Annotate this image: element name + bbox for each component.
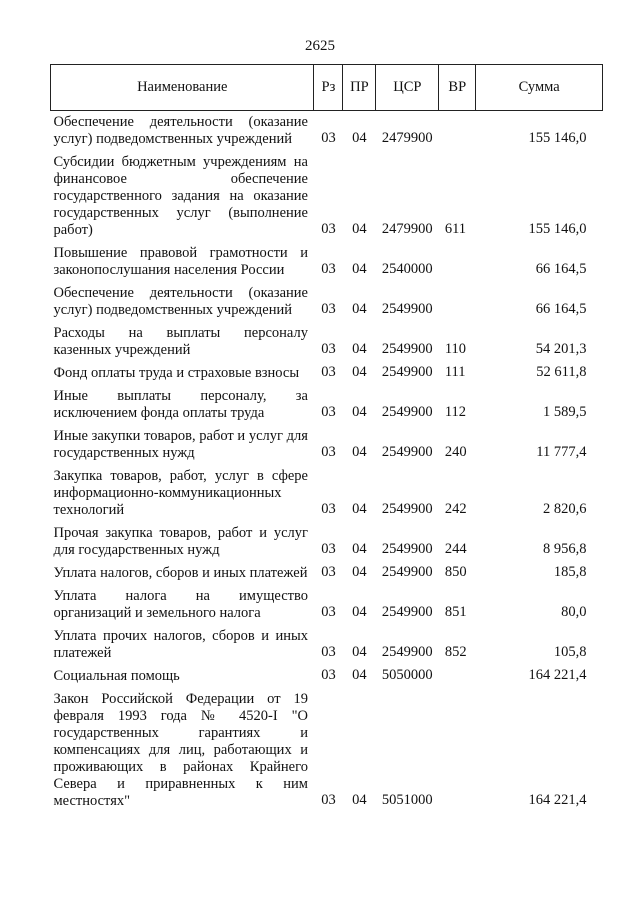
cell-name: Повышение правовой грамотности и законопослушания населения России (53, 245, 308, 278)
cell-rz: 03 (321, 604, 336, 620)
cell-pr: 04 (352, 644, 367, 660)
cell-name: Фонд оплаты труда и страховые взносы (53, 365, 300, 381)
cell-sum: 52 611,8 (536, 364, 587, 380)
cell-sum: 66 164,5 (535, 261, 587, 277)
cell-vr: 244 (444, 541, 467, 557)
cell-csr: 2549900 (381, 341, 433, 357)
cell-pr: 04 (352, 541, 367, 557)
cell-name: Прочая закупка товаров, работ и услуг для государственных нужд (53, 525, 308, 558)
header-csr: ЦСР (376, 65, 439, 111)
table-row (51, 465, 603, 522)
cell-rz: 03 (321, 564, 336, 580)
cell-rz: 03 (321, 341, 336, 357)
cell-sum: 155 146,0 (528, 221, 587, 237)
cell-pr: 04 (352, 221, 367, 237)
cell-vr: 611 (444, 221, 467, 237)
cell-sum: 105,8 (553, 644, 587, 660)
cell-csr: 2549900 (381, 541, 433, 557)
cell-csr: 2549900 (381, 444, 433, 460)
table-row (51, 522, 603, 562)
cell-pr: 04 (352, 564, 367, 580)
table-header-row (51, 65, 603, 111)
table-row (51, 585, 603, 625)
cell-rz: 03 (321, 130, 336, 146)
table-row (51, 242, 603, 282)
table-row (51, 625, 603, 665)
cell-pr: 04 (352, 130, 367, 146)
cell-name: Субсидии бюджетным учреждениям на финансовое обеспечение государственного задания на оказание государственных услуг (выполнение работ) (53, 154, 308, 238)
cell-vr (439, 242, 476, 282)
cell-rz: 03 (321, 364, 336, 380)
cell-pr: 04 (352, 261, 367, 277)
table-row (51, 282, 603, 322)
cell-sum: 8 956,8 (543, 541, 587, 557)
cell-name: Обеспечение деятельности (оказание услуг) подведомственных учреждений (53, 285, 308, 318)
cell-sum: 66 164,5 (535, 301, 587, 317)
cell-vr: 240 (444, 444, 467, 460)
table-row (51, 688, 603, 813)
cell-name: Социальная помощь (53, 668, 180, 684)
cell-rz: 03 (321, 404, 336, 420)
cell-rz: 03 (321, 667, 336, 683)
cell-rz: 03 (321, 221, 336, 237)
cell-rz: 03 (321, 301, 336, 317)
cell-sum: 54 201,3 (535, 341, 587, 357)
cell-vr (439, 688, 476, 813)
cell-rz: 03 (321, 792, 336, 808)
cell-vr (439, 282, 476, 322)
cell-pr: 04 (352, 501, 367, 517)
table-body (51, 111, 603, 814)
header-name: Наименование (51, 65, 314, 111)
header-rz: Рз (314, 65, 343, 111)
table-row (51, 425, 603, 465)
cell-vr: 850 (444, 564, 467, 580)
cell-rz: 03 (321, 541, 336, 557)
cell-name: Уплата прочих налогов, сборов и иных платежей (53, 628, 308, 661)
cell-name: Уплата налогов, сборов и иных платежей (53, 565, 308, 581)
cell-csr: 2479900 (381, 130, 433, 146)
header-pr: ПР (343, 65, 376, 111)
cell-csr: 2549900 (381, 644, 433, 660)
cell-sum: 164 221,4 (528, 792, 587, 808)
cell-rz: 03 (321, 261, 336, 277)
cell-csr: 2549900 (381, 364, 433, 380)
cell-name: Иные закупки товаров, работ и услуг для государственных нужд (53, 428, 308, 461)
cell-pr: 04 (352, 301, 367, 317)
cell-name: Иные выплаты персоналу, за исключением фонда оплаты труда (53, 388, 308, 421)
table-row (51, 111, 603, 152)
cell-rz: 03 (321, 501, 336, 517)
cell-pr: 04 (352, 667, 367, 683)
cell-csr: 2549900 (381, 501, 433, 517)
cell-pr: 04 (352, 792, 367, 808)
cell-sum: 11 777,4 (536, 444, 587, 460)
header-sum: Сумма (476, 65, 603, 111)
budget-table (50, 64, 603, 813)
cell-csr: 2549900 (381, 404, 433, 420)
cell-csr: 2549900 (381, 564, 433, 580)
header-vr: ВР (439, 65, 476, 111)
cell-pr: 04 (352, 404, 367, 420)
cell-sum: 1 589,5 (543, 404, 587, 420)
cell-pr: 04 (352, 364, 367, 380)
cell-name: Обеспечение деятельности (оказание услуг) подведомственных учреждений (53, 114, 308, 147)
cell-pr: 04 (352, 444, 367, 460)
cell-csr: 5051000 (381, 792, 433, 808)
cell-csr: 5050000 (381, 667, 433, 683)
cell-sum: 2 820,6 (543, 501, 587, 517)
cell-vr: 110 (444, 341, 467, 357)
cell-csr: 2549900 (381, 301, 433, 317)
cell-pr: 04 (352, 341, 367, 357)
cell-rz: 03 (321, 644, 336, 660)
cell-csr: 2549900 (381, 604, 433, 620)
table-row (51, 562, 603, 585)
cell-sum: 164 221,4 (528, 667, 587, 683)
cell-sum: 155 146,0 (528, 130, 587, 146)
table-row (51, 151, 603, 242)
table-row (51, 322, 603, 362)
page-number: 2625 (305, 38, 335, 54)
cell-pr: 04 (352, 604, 367, 620)
cell-vr: 242 (444, 501, 467, 517)
cell-name: Уплата налога на имущество организаций и земельного налога (53, 588, 308, 621)
cell-csr: 2479900 (381, 221, 433, 237)
cell-name: Расходы на выплаты персоналу казенных учреждений (53, 325, 308, 358)
cell-name: Закон Российской Федерации от 19 февраля 1993 года № 4520-I "О государственных гарантиях и компенсациях для лиц, работающих и проживающих в районах Крайнего Севера и приравненных к ним местностях" (53, 691, 308, 809)
cell-vr (439, 111, 476, 152)
cell-csr: 2540000 (381, 261, 433, 277)
table-row (51, 362, 603, 385)
cell-name: Закупка товаров, работ, услуг в сфере информационно-коммуникационных технологий (53, 468, 308, 518)
cell-vr: 851 (444, 604, 467, 620)
cell-vr: 112 (444, 404, 467, 420)
cell-vr: 852 (444, 644, 467, 660)
table-row (51, 665, 603, 688)
cell-sum: 185,8 (553, 564, 587, 580)
table-row (51, 385, 603, 425)
cell-sum: 80,0 (561, 604, 587, 620)
cell-vr: 111 (444, 364, 466, 380)
cell-vr (439, 665, 476, 688)
cell-rz: 03 (321, 444, 336, 460)
